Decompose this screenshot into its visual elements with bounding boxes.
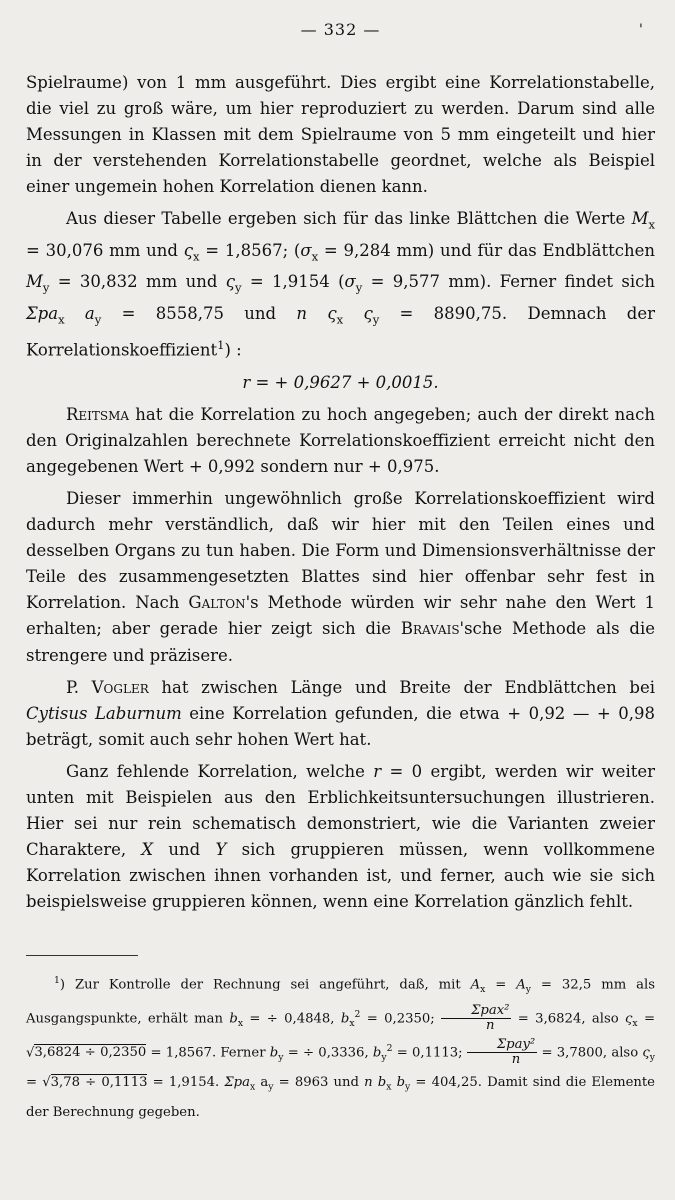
main-text [26,70,655,916]
text: = 0,2350; [360,1011,442,1027]
denominator: n [486,1018,495,1034]
text: a [255,1075,269,1091]
subscript: x [58,311,65,326]
text: = 3,7800, also [537,1045,643,1061]
subscript: x [311,249,319,264]
text: = 1,9154 ( [241,272,345,292]
footnote-text [26,968,655,1125]
text: = √ [26,1075,51,1091]
symbol: Y [215,840,227,860]
symbol: b [229,1011,238,1027]
symbol: X [141,840,154,860]
footnote [26,968,655,1125]
paragraph-6 [26,759,655,916]
numerator: Σpax² [441,1004,511,1019]
subscript: x [648,217,655,232]
symbol: n b [364,1075,387,1091]
subscript: y [42,280,50,295]
paragraph-1: Spielraume) von 1 mm ausgeführt. Dies ergibt eine Korrelationstabelle, die viel zu groß wäre, um hier reproduziert zu werden. Darum sind alle Messungen in Klassen mit dem Spielraume von 5 mm eingeteilt und hier in der verstehenden Korrelationstabelle geordnet, welche als Beispiel einer ungemein hohen Korrelation dienen kann. [26,73,655,197]
footnote-divider [26,955,138,956]
symbol: ς [183,240,193,260]
text: hat die Korrelation zu hoch angegeben; auch der direkt nach den Originalzahlen berechnete Korrelationskoeffizient erreicht nicht den angegebenen Wert + 0,992 sondern nur + 0,975. [26,404,655,476]
subscript: y [381,1052,387,1064]
author-name: Reitsma [66,404,130,424]
superscript: 2 [386,1043,393,1055]
text: = 30,832 mm und [49,272,226,292]
text: = 8890,75. Demnach der Korrelationskoeffizient [26,303,655,360]
text: = ÷ 0,3336, [283,1045,373,1061]
subscript: y [649,1052,655,1064]
corner-mark: ' [639,22,643,38]
text: = 0,1113; [392,1045,467,1061]
subscript: x [480,984,486,996]
symbol: ς [625,1011,633,1027]
text: 'sche Methode als die strengere und präzisere. [26,619,655,665]
symbol: M [26,272,43,292]
subscript: x [632,1018,638,1030]
text: = 32,5 mm als Ausgangspunkte, erhält man [26,977,656,1027]
text: = √ [26,1011,655,1061]
fraction-1 [441,1004,511,1033]
symbol: ς [343,303,373,323]
text: Dieser immerhin ungewöhnlich große Korrelationskoeffizient wird dadurch mehr verständlich, daß wir hier mit den Teilen eines und desselben Organs zu tun haben. Die Form und Dimensionsverhältnisse der Teile des zusammengesetzten Blattes sind hier offenbar sehr fest in Korrelation. Nach [26,489,655,613]
subscript: y [355,280,363,295]
subscript: y [405,1081,411,1093]
text: = 404,25. Damit sind die Elemente der Berechnung gegeben. [26,1075,655,1120]
text: = 8963 und [273,1075,365,1091]
subscript: x [336,311,344,326]
text: = 30,076 mm und [26,240,184,260]
text: hat zwischen Länge und Breite der Endblättchen bei [148,677,655,697]
subscript: x [237,1018,244,1030]
symbol: σ [344,272,356,292]
text: Aus dieser Tabelle ergeben sich für das linke Blättchen die Werte [66,209,632,229]
subscript: y [268,1081,274,1093]
text: ) : [224,340,242,360]
text: sich gruppieren müssen, wenn vollkommene Korrelation zwischen ihnen vorhanden ist, und ferner, auch wie sie sich beispielsweise gruppieren können, wenn eine Korrelation gänzlich fehlt. [26,840,655,912]
text: und [153,840,216,860]
paragraph-3 [26,402,655,480]
symbol: Σpa [224,1075,250,1091]
denominator: n [511,1052,521,1068]
text: = 0 ergibt, werden wir weiter unten mit Beispielen aus den Erblichkeitsuntersuchungen illustrieren. Hier sei nur rein schematisch demonstriert, wie die Varianten zweier Charaktere, [26,761,656,860]
subscript: y [278,1052,284,1064]
symbol: A [516,977,526,993]
text: ) Zur Kontrolle der Rechnung sei angeführt, daß, mit [59,977,471,993]
radicand: 3,6824 ÷ 0,2350 [34,1045,147,1061]
text: = 1,8567; ( [199,240,301,260]
text: P. [66,677,92,697]
subscript: y [372,311,380,326]
superscript: 2 [354,1009,361,1021]
symbol: M [631,209,649,229]
numerator: Σpay² [467,1038,537,1053]
formula: r = + 0,9627 + 0,0015. [242,372,439,392]
page-number: — 332 — [300,20,381,39]
subscript: y [525,984,531,996]
text: = ÷ 0,4848, [243,1011,341,1027]
symbol: ς [225,272,235,292]
symbol: b [391,1075,406,1091]
text: = 1,8567. Ferner [146,1045,270,1061]
text: Ganz fehlende Korrelation, welche [66,761,374,781]
radicand: 3,78 ÷ 0,1113 [50,1075,148,1091]
text: eine Korrelation gefunden, die etwa + 0,92 — + 0,98 beträgt, somit auch sehr hohen Wert hat. [26,703,655,749]
text: = 9,577 mm). Ferner findet sich [362,272,655,292]
text: = [485,977,517,993]
subscript: y [235,280,242,295]
subscript: x [192,249,200,264]
symbol: b [269,1045,279,1061]
text: = 3,6824, also [511,1011,625,1027]
species-name: Cytisus Laburnum [26,703,182,723]
text: = 8558,75 und [101,303,297,323]
symbol: a [64,303,95,323]
subscript: x [386,1081,392,1093]
symbol: r [373,761,382,781]
text: 's Methode würden wir sehr nahe den Wert 1 erhalten; aber gerade hier zeigt sich die [26,593,655,639]
paragraph-5 [26,675,655,753]
author-name: Galton [188,593,246,613]
paragraph-4 [26,486,655,669]
symbol: b [340,1011,350,1027]
subscript: x [249,1081,256,1093]
paragraph-2 [26,206,655,363]
subscript: y [94,311,102,326]
symbol: σ [300,240,312,260]
symbol: A [470,977,481,993]
text: = 1,9154. [147,1075,225,1091]
symbol: Σpa [26,303,59,323]
fraction-2 [467,1038,537,1067]
symbol: b [372,1045,382,1061]
author-name: Bravais [400,619,460,639]
footnote-mark: 1 [54,975,60,986]
text: = 9,284 mm) und für das Endblättchen [318,240,655,260]
symbol: ς [642,1045,650,1061]
subscript: x [349,1018,355,1030]
author-name: Vogler [91,677,149,697]
footnote-ref: 1 [217,338,225,353]
symbol: n ς [296,303,337,323]
